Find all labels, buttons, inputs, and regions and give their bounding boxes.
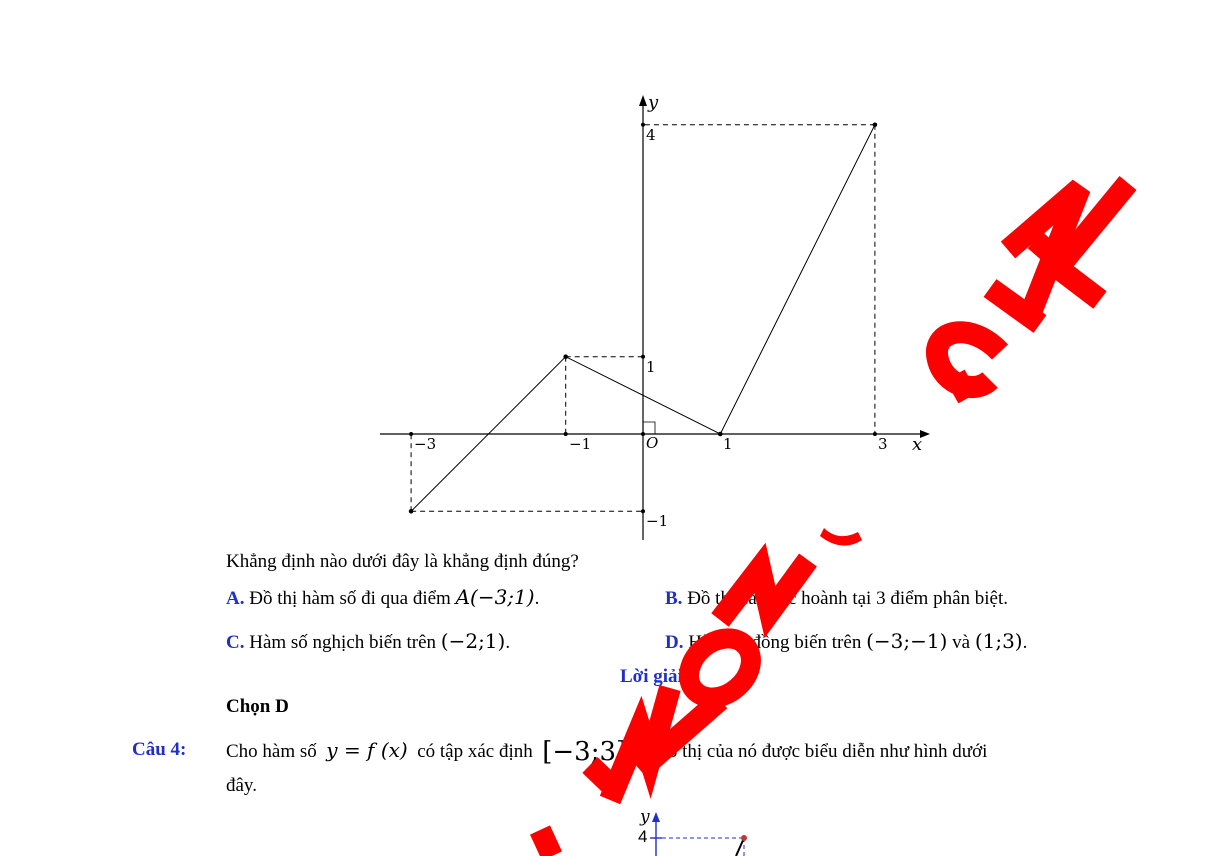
figure-2-y-label: y [640, 807, 650, 827]
x-tick [564, 432, 568, 436]
origin-label: O [646, 434, 659, 452]
origin-point [641, 432, 645, 436]
question-number: Câu 4: [132, 739, 187, 760]
option-text: Đồ thị cắt trục hoành tại 3 điểm phân biệt. [687, 588, 1008, 609]
option-tail: . [1022, 632, 1028, 653]
question-prompt: Khẳng định nào dưới đây là khẳng định đúng? [226, 551, 579, 572]
x-tick-label: −3 [414, 435, 437, 453]
x-tick [409, 432, 413, 436]
y-axis-arrow [639, 95, 647, 106]
question-text: và đồ thị của nó được biểu diễn như hình dưới [635, 741, 988, 762]
x-axis-label: x [912, 434, 923, 455]
option-tail: . [505, 632, 511, 653]
option-letter: C. [226, 632, 245, 653]
option-math: (−2;1) [440, 629, 506, 653]
figure-2-graph [736, 838, 744, 856]
x-tick [873, 432, 877, 436]
option-math: (−3;−1) [866, 629, 948, 653]
graph-point [873, 123, 878, 128]
y-tick-label: 1 [646, 358, 656, 376]
y-axis-label: y [648, 92, 659, 113]
x-tick [718, 432, 722, 436]
figure-2-point [741, 835, 747, 841]
y-tick-label: 4 [646, 126, 656, 144]
x-tick-label: 1 [723, 435, 733, 453]
y-tick-label: −1 [646, 512, 669, 530]
question-line-1 [226, 737, 987, 767]
option-c [226, 629, 510, 654]
x-tick-label: −1 [569, 435, 592, 453]
question-text: có tập xác định [417, 741, 533, 762]
watermark-letter [540, 830, 552, 856]
graph-point [409, 509, 414, 514]
option-letter: A. [226, 588, 245, 609]
option-d [665, 629, 1027, 654]
x-tick-label: 3 [878, 435, 888, 453]
option-text: Hàm số đồng biến trên [688, 632, 862, 653]
solution-answer: Chọn D [226, 696, 289, 717]
option-math-2: (1;3) [974, 629, 1023, 653]
question-line-2: đây. [226, 775, 257, 796]
y-tick [641, 509, 645, 513]
option-text: Hàm số nghịch biến trên [249, 632, 437, 653]
option-mid: và [952, 632, 971, 653]
option-b [665, 588, 1008, 610]
option-math: A(−3;1) [455, 585, 535, 609]
option-letter: B. [665, 588, 683, 609]
option-text: Đồ thị hàm số đi qua điểm [249, 588, 451, 609]
watermark-letter [590, 765, 616, 790]
option-tail: . [534, 588, 540, 609]
option-a [226, 585, 539, 610]
y-tick [641, 355, 645, 359]
option-letter: D. [665, 632, 684, 653]
y-tick [641, 123, 645, 127]
domain-interval: [−3;3] [542, 737, 627, 767]
right-angle-marker [643, 422, 655, 434]
figure-2-y-tick: 4 [638, 827, 648, 846]
graph-point [563, 354, 568, 359]
function-notation: y = f (x) [326, 738, 408, 762]
solution-heading: Lời giải [620, 666, 683, 687]
question-text: Cho hàm số [226, 741, 317, 762]
figure-2-y-arrow [652, 812, 660, 822]
